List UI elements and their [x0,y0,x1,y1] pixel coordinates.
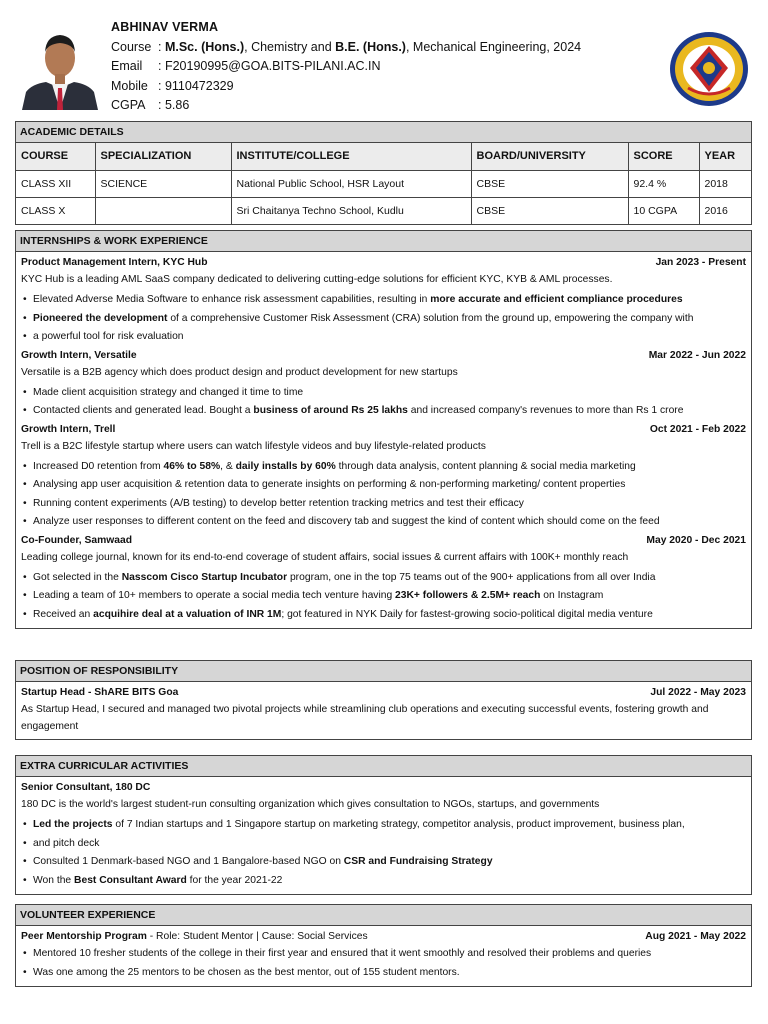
cell-institute: Sri Chaitanya Techno School, Kudlu [231,197,471,224]
bullet-text: ; got featured in NYK Daily for fastest-growing socio-political digital media venture [281,608,653,620]
bullet-item [21,513,746,532]
bullet-item [21,853,746,872]
course-sep-1: , Chemistry and [244,39,336,54]
bullet-bold-text: more accurate and efficient compliance procedures [430,294,683,305]
extra-role: Senior Consultant, 180 DC [21,782,151,793]
entry-role: Co-Founder, Samwaad [21,534,132,546]
entry-description: KYC Hub is a leading AML SaaS company dedicated to delivering cutting-edge solutions for efficient KYC, KYB & AML processes. [21,274,613,285]
bullet-text: program, one in the top 75 teams out of the 900+ applications from all over India [287,571,656,583]
bullet-item [21,835,746,854]
internships-body [16,252,751,628]
bullet-item [21,945,746,964]
extra-description: 180 DC is the world's largest student-run consulting organization which gives consultation to NGOs, startups, and governments [21,799,600,810]
entry-head [21,254,746,271]
volunteer-role [21,928,368,945]
mobile-row: Mobile : 9110472329 [111,77,581,97]
bullet-item [21,569,746,588]
cell-score: 10 CGPA [628,197,699,224]
extra-bullets [21,816,746,890]
bullet-item [21,495,746,514]
cell-year: 2018 [699,170,751,197]
contact-info [111,18,581,116]
table-row [16,170,751,197]
por-heading: POSITION OF RESPONSIBILITY [16,661,751,682]
bullet-item [21,964,746,983]
bullet-text: , & [220,460,236,472]
bullet-text: Analyze user responses to different content on the feed and discovery tab and suggest the kind of content which should come on the feed [33,516,660,527]
por-description: As Startup Head, I secured and managed two pivotal projects while streamlining club operations and executing successful events, fostering growth and engagement [21,704,709,732]
bullet-bold-text: Pioneered the development [33,312,168,324]
cell-board: CBSE [471,170,628,197]
col-institute: INSTITUTE/COLLEGE [231,143,471,170]
por-entry-head [21,684,746,701]
bullet-item [21,816,746,835]
profile-photo-icon [18,22,102,110]
extra-section [15,755,752,895]
course-sep-2: , Mechanical Engineering, 2024 [405,39,582,54]
por-role: Startup Head - ShARE BITS Goa [21,687,179,698]
entry-description: Trell is a B2C lifestyle startup where users can watch lifestyle videos and buy lifestyle-related products [21,440,486,452]
bullet-bold-text: Led the projects [33,819,113,830]
por-section [15,660,752,740]
bullet-text: for the year 2021-22 [186,874,283,886]
col-year: YEAR [699,143,751,170]
cell-board: CBSE [471,197,628,224]
cell-score: 92.4 % [628,170,699,197]
entry-dates: Oct 2021 - Feb 2022 [649,423,746,435]
academic-table [16,143,751,224]
entry-bullets [21,569,746,625]
bullet-text: Contacted clients and generated lead. Bought a [33,405,254,416]
bullet-text: Received an [33,608,94,620]
entry-head [21,421,746,438]
internships-heading: INTERNSHIPS & WORK EXPERIENCE [16,231,751,252]
bullet-text: Made client acquisition strategy and changed it time to time [33,386,304,398]
table-row [16,197,751,224]
bullet-text: Consulted 1 Denmark-based NGO and 1 Bangalore-based NGO on [33,856,344,867]
profile-photo [18,22,102,110]
entry-bullets [21,458,746,532]
bullet-item [21,402,746,421]
bullet-item [21,328,746,347]
cell-institute: National Public School, HSR Layout [231,170,471,197]
email-row: Email : F20190995@GOA.BITS-PILANI.AC.IN [111,57,581,77]
degree-2: B.E. (Hons.) [335,39,406,54]
entry-dates: Jan 2023 - Present [655,257,746,268]
col-specialization: SPECIALIZATION [95,143,231,170]
col-board: BOARD/UNIVERSITY [471,143,628,170]
bullet-item [21,606,746,625]
bullet-text: of a comprehensive Customer Risk Assessment (CRA) solution from the ground up, empowering the company with [167,312,694,324]
resume-header [0,0,768,120]
internships-section [15,230,752,629]
degree-1: M.Sc. (Hons.) [164,39,245,54]
bullet-text: Got selected in the [33,571,122,583]
bullet-bold-text: daily installs by 60% [235,460,336,472]
bullet-text: on Instagram [540,590,604,601]
email-label: Email [111,59,143,73]
candidate-name: ABHINAV VERMA [111,20,219,34]
cell-specialization [95,197,231,224]
table-header-row [16,143,751,170]
bullet-text: Analysing app user acquisition & retention data to generate insights on performing & non-performing marketing/ content properties [33,479,626,490]
volunteer-entry-head [21,928,746,945]
bullet-item [21,310,746,329]
bullet-text: Elevated Adverse Media Software to enhance risk assessment capabilities, resulting in [33,294,431,305]
cgpa-label: CGPA [111,98,146,112]
course-value [165,38,581,58]
volunteer-dates: Aug 2021 - May 2022 [645,931,746,942]
volunteer-role-detail: - Role: Student Mentor | Cause: Social Services [146,931,368,942]
course-label: Course [111,39,152,54]
bullet-text: Running content experiments (A/B testing) to develop better retention tracking metrics and test their efficacy [33,497,524,509]
entry-dates: Mar 2022 - Jun 2022 [648,349,746,361]
mobile-value: 9110472329 [164,78,234,93]
bullet-text: Was one among the 25 mentors to be chosen as the best mentor, out of 155 student mentors. [33,966,460,978]
cgpa-value: 5.86 [164,98,190,112]
bullet-bold-text: 46% to 58% [163,460,221,472]
bullet-text: a powerful tool for risk evaluation [33,331,184,342]
volunteer-bullets [21,945,746,982]
entry-role: Growth Intern, Versatile [21,349,137,361]
volunteer-heading: VOLUNTEER EXPERIENCE [16,905,751,926]
bits-pilani-logo [668,30,750,108]
course-row: Course : M.Sc. (Hons.), Chemistry and B.E. (Hons.), Mechanical Engineering, 2024 [111,38,581,58]
bullet-text: Increased D0 retention from [33,460,164,472]
bullet-item [21,872,746,891]
entry-description: Leading college journal, known for its end-to-end coverage of student affairs, social issues & current affairs with 100K+ monthly reach [21,551,629,563]
extra-body [16,777,751,894]
academic-section [15,121,752,225]
bullet-text: through data analysis, content planning & social media marketing [335,460,636,472]
extra-heading: EXTRA CURRICULAR ACTIVITIES [16,756,751,777]
entry-dates: May 2020 - Dec 2021 [646,534,746,546]
bullet-text: Mentored 10 fresher students of the college in their first year and ensured that it went smoothly and resolved their problems and queries [33,948,652,959]
entry-head [21,347,746,364]
bullet-text: of 7 Indian startups and 1 Singapore startup on marketing strategy, competitor analysis, product improvement, business plan, [112,819,685,830]
bits-logo-icon [668,30,750,108]
mobile-label: Mobile [111,78,148,93]
entry-role: Growth Intern, Trell [21,423,116,435]
bullet-bold-text: acquihire deal at a valuation of INR 1M [93,608,282,620]
bullet-text: and increased company's revenues to more than Rs 1 crore [407,405,684,416]
por-body [16,682,751,739]
entry-head [21,532,746,549]
bullet-text: Won the [33,874,75,886]
entry-bullets [21,291,746,347]
cell-specialization: SCIENCE [95,170,231,197]
volunteer-section [15,904,752,987]
cgpa-row: CGPA : 5.86 [111,96,581,116]
col-course: COURSE [16,143,95,170]
volunteer-program: Peer Mentorship Program [21,931,147,942]
bullet-item [21,384,746,403]
cell-year: 2016 [704,204,728,217]
bullet-text: Leading a team of 10+ members to operate a social media tech venture having [33,590,396,601]
entry-bullets [21,384,746,421]
bullet-item [21,291,746,310]
bullet-item [21,587,746,606]
volunteer-body [16,926,751,986]
academic-heading: ACADEMIC DETAILS [16,122,751,143]
entry-role: Product Management Intern, KYC Hub [21,257,208,268]
email-value[interactable]: F20190995@GOA.BITS-PILANI.AC.IN [164,59,381,73]
bullet-bold-text: 23K+ followers & 2.5M+ reach [395,590,541,601]
bullet-item [21,476,746,495]
bullet-bold-text: Nasscom Cisco Startup Incubator [121,571,288,583]
bullet-bold-text: business of around Rs 25 lakhs [253,405,408,416]
cell-course: CLASS X [16,197,95,224]
bullet-bold-text: CSR and Fundraising Strategy [343,856,493,867]
entry-description: Versatile is a B2B agency which does product design and product development for new startups [21,366,458,378]
cell-course: CLASS XII [16,170,95,197]
bullet-bold-text: Best Consultant Award [74,874,187,886]
col-score: SCORE [628,143,699,170]
bullet-text: and pitch deck [33,837,100,849]
por-dates: Jul 2022 - May 2023 [650,687,746,698]
extra-entry-head [21,779,746,796]
bullet-item [21,458,746,477]
